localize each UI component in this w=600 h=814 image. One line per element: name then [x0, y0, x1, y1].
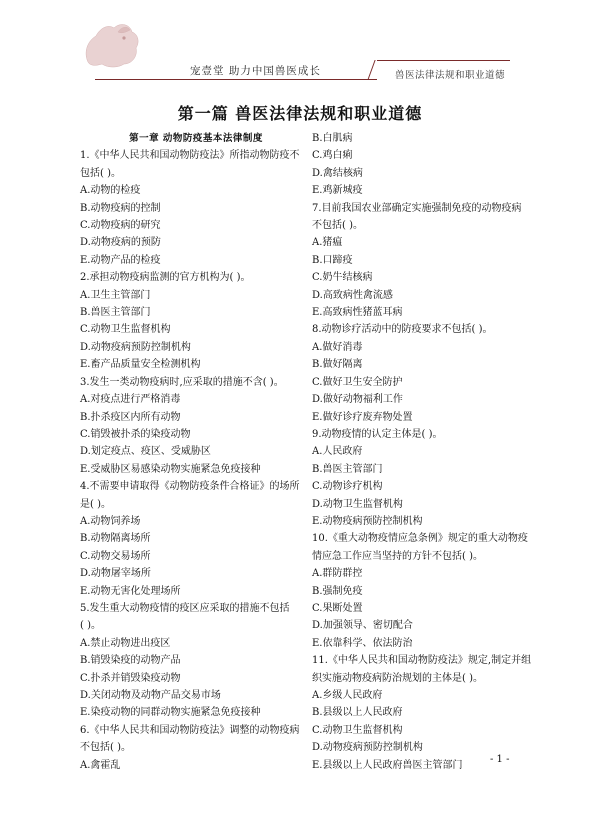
- text-line: C.奶牛结核病: [312, 272, 373, 284]
- page-header: [0, 0, 600, 90]
- text-line: E.染疫动物的同群动物实施紧急免疫接种: [80, 707, 261, 719]
- text-line: A.乡级人民政府: [312, 690, 383, 701]
- chapter-heading: 第一章 动物防疫基本法律制度: [129, 133, 263, 144]
- text-line: 包括( )。: [80, 167, 121, 179]
- text-line: C.鸡白痢: [312, 150, 353, 162]
- text-line: A.人民政府: [312, 446, 363, 458]
- text-line: C.动物卫生监督机构: [80, 324, 171, 336]
- text-line: B.动物疫病的控制: [80, 202, 161, 214]
- header-rule-slant: [367, 60, 375, 80]
- header-rule-right: [377, 60, 510, 61]
- text-line: C.动物诊疗机构: [312, 481, 383, 493]
- text-line: 8.动物诊疗活动中的防疫要求不包括( )。: [312, 324, 493, 336]
- text-line: B.县级以上人民政府: [312, 707, 403, 719]
- text-line: 是( )。: [80, 498, 111, 510]
- text-line: A.禽霍乱: [80, 759, 121, 771]
- text-line: 2.承担动物疫病监测的官方机构为( )。: [80, 272, 251, 284]
- text-line: B.强制免疫: [312, 585, 363, 597]
- page-title: 第一篇 兽医法律法规和职业道德: [177, 104, 423, 123]
- text-line: D.动物屠宰场所: [80, 568, 151, 580]
- text-line: E.高致病性猪蓝耳病: [312, 307, 403, 319]
- text-line: A.卫生主管部门: [80, 289, 151, 301]
- text-line: 10.《重大动物疫情应急条例》规定的重大动物疫: [312, 533, 528, 545]
- text-line: D.动物疫病的预防: [80, 237, 161, 249]
- dog-logo-icon: [78, 14, 146, 74]
- text-line: 不包括( )。: [80, 742, 131, 754]
- text-line: C.果断处置: [312, 602, 363, 614]
- left-column: [80, 130, 312, 774]
- text-line: B.兽医主管部门: [312, 463, 383, 475]
- text-line: 4.不需要申请取得《动物防疫条件合格证》的场所: [80, 481, 300, 493]
- text-line: C.动物疫病的研究: [80, 220, 161, 232]
- text-line: A.禁止动物进出疫区: [80, 637, 171, 649]
- text-line: 3.发生一类动物疫病时,应采取的措施不含( )。: [80, 376, 284, 388]
- text-line: C.销毁被扑杀的染疫动物: [80, 428, 191, 440]
- text-line: E.动物无害化处理场所: [80, 585, 181, 597]
- text-line: 1.《中华人民共和国动物防疫法》所指动物防疫不: [80, 150, 300, 162]
- text-line: E.动物产品的检疫: [80, 254, 161, 266]
- text-line: E.县级以上人民政府兽医主管部门: [312, 759, 463, 771]
- text-line: D.禽结核病: [312, 167, 363, 179]
- text-line: 情应急工作应当坚持的方针不包括( )。: [312, 550, 483, 562]
- text-line: E.动物疫病预防控制机构: [312, 515, 423, 527]
- text-line: A.猪瘟: [312, 237, 343, 249]
- text-line: E.做好诊疗废弃物处置: [312, 411, 413, 423]
- text-line: A.动物的检疫: [80, 185, 141, 197]
- text-line: 不包括( )。: [312, 220, 363, 232]
- text-line: C.扑杀并销毁染疫动物: [80, 672, 181, 684]
- text-line: B.销毁染疫的动物产品: [80, 655, 181, 667]
- text-line: A.群防群控: [312, 568, 363, 580]
- text-line: E.受威胁区易感染动物实施紧急免疫接种: [80, 463, 261, 475]
- text-line: D.划定疫点、疫区、受威胁区: [80, 446, 211, 458]
- text-line: B.口蹄疫: [312, 254, 353, 266]
- text-line: D.动物疫病预防控制机构: [312, 742, 423, 754]
- header-rule-left: [95, 79, 377, 80]
- text-line: C.做好卫生安全防护: [312, 376, 403, 388]
- header-slogan: 宠壹堂 助力中国兽医成长: [190, 65, 321, 77]
- text-line: E.依靠科学、依法防治: [312, 637, 413, 649]
- text-line: 7.目前我国农业部确定实施强制免疫的动物疫病: [312, 202, 522, 214]
- text-line: E.鸡新城疫: [312, 185, 363, 197]
- text-line: D.做好动物福利工作: [312, 394, 403, 406]
- text-line: B.做好隔离: [312, 359, 363, 371]
- text-line: D.动物疫病预防控制机构: [80, 341, 191, 353]
- text-line: A.对疫点进行严格消毒: [80, 394, 181, 406]
- text-line: A.做好消毒: [312, 341, 363, 353]
- text-line: D.关闭动物及动物产品交易市场: [80, 690, 221, 701]
- text-line: D.高致病性禽流感: [312, 289, 393, 301]
- text-line: 6.《中华人民共和国动物防疫法》调整的动物疫病: [80, 724, 300, 736]
- page-number: - 1 -: [490, 754, 510, 765]
- text-line: D.加强领导、密切配合: [312, 620, 413, 632]
- text-line: 5.发生重大动物疫情的疫区应采取的措施不包括: [80, 602, 290, 614]
- text-line: 11.《中华人民共和国动物防疫法》规定,制定并组: [312, 655, 532, 667]
- text-line: C.动物卫生监督机构: [312, 724, 403, 736]
- right-column: [312, 130, 544, 774]
- text-line: 织实施动物疫病防治规划的主体是( )。: [312, 672, 483, 684]
- text-line: B.白肌病: [312, 133, 353, 144]
- text-line: B.动物隔离场所: [80, 533, 151, 545]
- text-line: B.扑杀疫区内所有动物: [80, 411, 181, 423]
- text-line: D.动物卫生监督机构: [312, 498, 403, 510]
- text-line: 9.动物疫情的认定主体是( )。: [312, 428, 443, 440]
- text-line: C.动物交易场所: [80, 550, 151, 562]
- text-line: A.动物饲养场: [80, 515, 141, 527]
- text-line: B.兽医主管部门: [80, 307, 151, 319]
- header-subject: 兽医法律法规和职业道德: [395, 70, 506, 81]
- text-line: E.畜产品质量安全检测机构: [80, 359, 201, 371]
- text-line: ( )。: [80, 620, 101, 632]
